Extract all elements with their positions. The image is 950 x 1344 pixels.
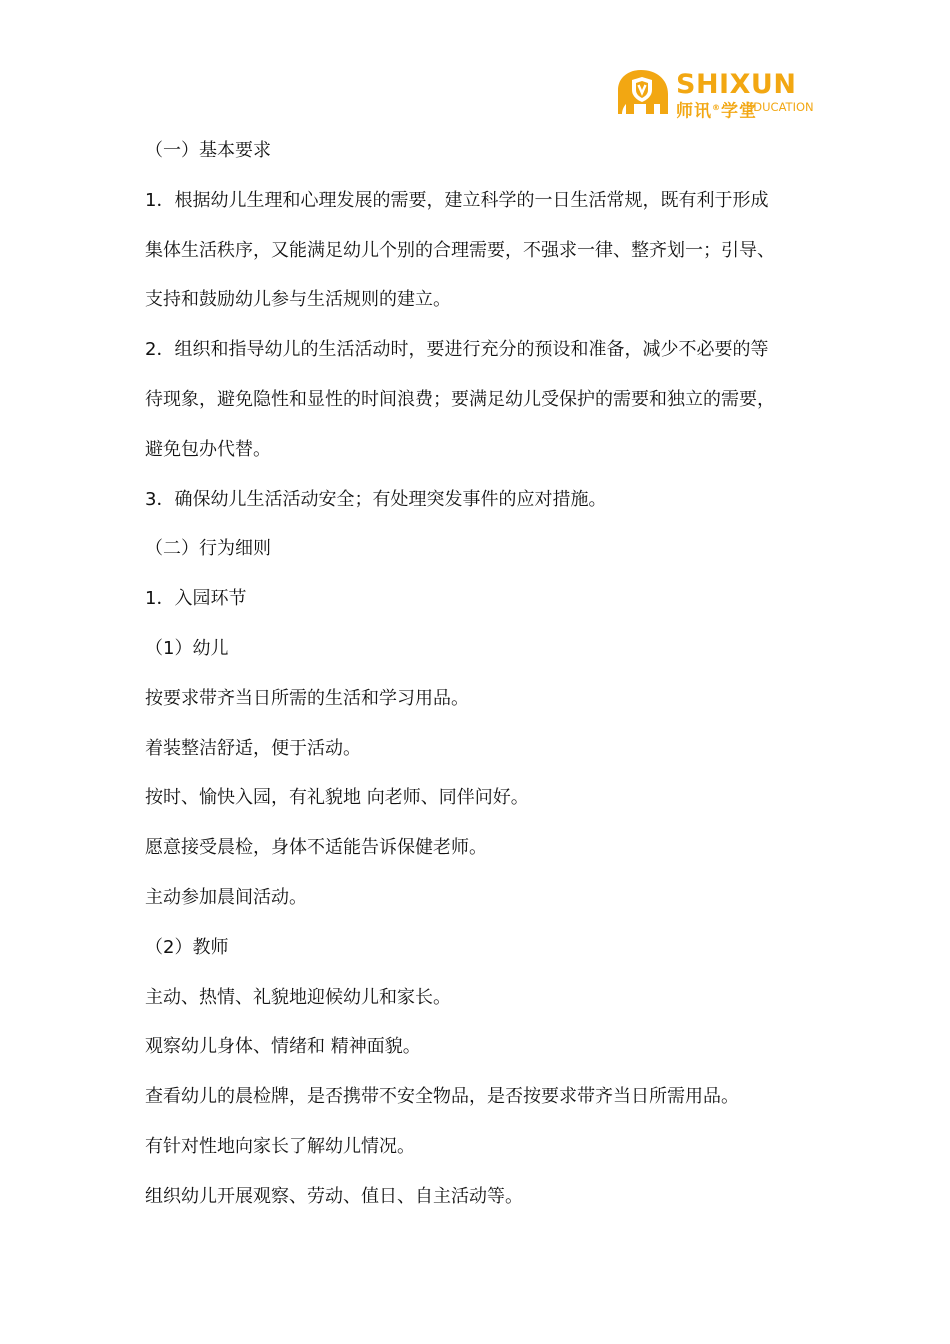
subsection-heading: 1．入园环节 <box>145 588 247 610</box>
paragraph-line: 2．组织和指导幼儿的生活活动时，要进行充分的预设和准备，减少不必要的等 <box>145 339 769 361</box>
section-heading: （一）基本要求 <box>145 140 271 161</box>
list-item: 有针对性地向家长了解幼儿情况。 <box>145 1135 415 1157</box>
list-item: 按时、愉快入园，有礼貌地 向老师、同伴问好。 <box>145 787 529 809</box>
paragraph-line: 1．根据幼儿生理和心理发展的需要，建立科学的一日生活常规，既有利于形成 <box>145 189 769 211</box>
list-item: 愿意接受晨检，身体不适能告诉保健老师。 <box>145 837 487 859</box>
list-item: 主动、热情、礼貌地迎候幼儿和家长。 <box>145 986 451 1008</box>
logo-english: EDUCATION <box>746 100 814 114</box>
list-item: 查看幼儿的晨检牌，是否携带不安全物品，是否按要求带齐当日所需用品。 <box>145 1086 739 1108</box>
paragraph-line: 3．确保幼儿生活活动安全；有处理突发事件的应对措施。 <box>145 488 607 510</box>
list-item: 主动参加晨间活动。 <box>145 886 307 908</box>
list-item: 按要求带齐当日所需的生活和学习用品。 <box>145 687 469 709</box>
document-body <box>145 135 835 1231</box>
subsection-heading: （2）教师 <box>145 936 229 958</box>
paragraph-line: 支持和鼓励幼儿参与生活规则的建立。 <box>145 289 451 311</box>
shixun-logo <box>610 68 814 122</box>
paragraph-line: 待现象，避免隐性和显性的时间浪费；要满足幼儿受保护的需要和独立的需要， <box>145 388 775 410</box>
logo-wordmark: SHIXUN <box>676 69 797 100</box>
logo-chinese: 师讯®学堂 <box>676 101 757 122</box>
list-item: 着装整洁舒适，便于活动。 <box>145 737 361 759</box>
elephant-icon <box>610 68 672 116</box>
paragraph-line: 避免包办代替。 <box>145 438 271 460</box>
list-item: 组织幼儿开展观察、劳动、值日、自主活动等。 <box>145 1185 523 1207</box>
list-item: 观察幼儿身体、情绪和 精神面貌。 <box>145 1036 421 1058</box>
subsection-heading: （1）幼儿 <box>145 637 229 659</box>
section-heading: （二）行为细则 <box>145 538 271 560</box>
paragraph-line: 集体生活秩序，又能满足幼儿个别的合理需要，不强求一律、整齐划一；引导、 <box>145 239 775 261</box>
